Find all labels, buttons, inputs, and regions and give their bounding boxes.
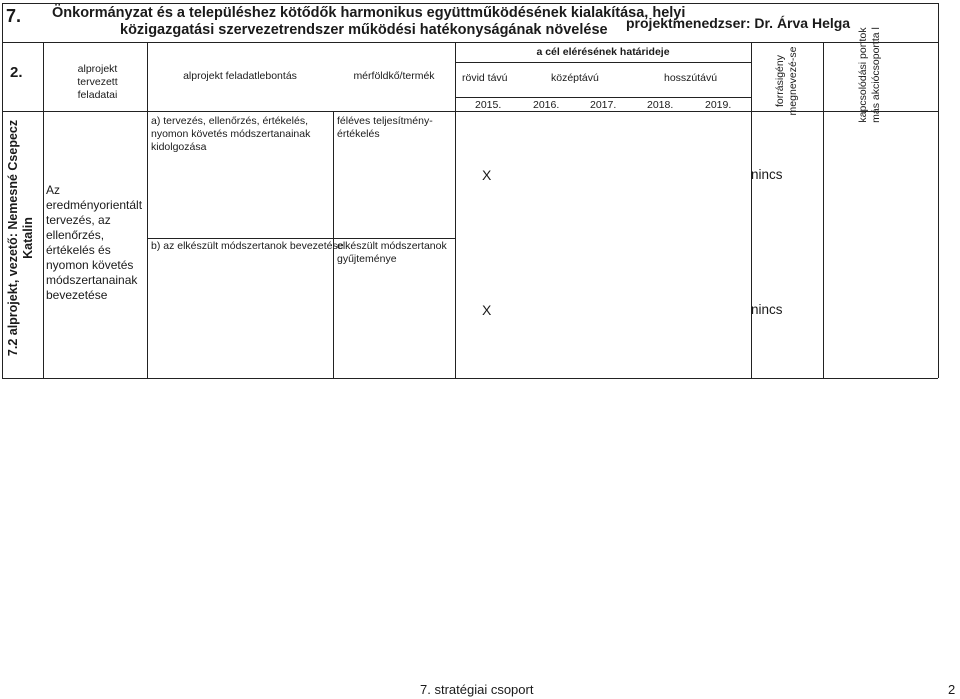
border-bottom [2,378,938,379]
deadline-title: a cél elérésének határideje [536,46,670,58]
border-right [938,3,939,378]
year-2015: 2015. [475,99,502,111]
breakdown-header: alprojekt feladatlebontás [183,70,297,82]
deadline-title-divider [455,62,751,63]
year-divider [455,97,751,98]
row-b-mark: X [482,302,492,318]
planned-task-text: Az eredményorientált tervezés, az ellenőrzés, értékelés és nyomon követés módszertanainak bevezetése [46,183,143,302]
border-left [2,3,3,378]
project-manager: projektmenedzser: Dr. Árva Helga [626,15,851,31]
mid-term-label: középtávú [551,72,599,84]
page-title-line-1: Önkormányzat és a településhez kötődők harmonikus együttműködésének kialakítása, helyi [52,5,686,21]
row-a-task: a) tervezés, ellenőrzés, értékelés, nyomon követés módszertanainak kidolgozása [151,115,311,153]
planned-tasks-header: alprojekt tervezett feladatai [77,63,118,101]
border-top [2,3,938,4]
year-2016: 2016. [533,99,560,111]
row-divider [147,238,456,239]
row-a-milestone: féléves teljesítmény-értékelés [337,115,433,140]
year-2018: 2018. [647,99,674,111]
col-divider-4 [455,42,456,378]
footer-group: 7. stratégiai csoport [420,682,534,697]
section-number: 7. [6,6,22,26]
col-divider-1 [43,42,44,378]
milestone-header: mérföldkő/termék [353,70,435,82]
footer-page-number: 2 [948,682,956,697]
row-a-resource: nincs [751,167,783,182]
year-2019: 2019. [705,99,732,111]
connections-header: kapcsolódási pontok más akciócsoportta l [857,27,882,123]
row-b-task: b) az elkészült módszertanok bevezetése [151,240,344,252]
long-term-label: hosszútávú [664,72,718,84]
row-number: 2. [10,64,23,81]
col-divider-2 [147,42,148,378]
resources-header: forrásigény megnevezé-se [774,46,799,116]
row-b-milestone: elkészült módszertanok gyűjteménye [337,240,447,265]
col-divider-6 [823,42,824,378]
row-b-resource: nincs [751,302,783,317]
page-title-line-2: közigazgatási szervezetrendszer működési hatékonyságának növelése [120,22,608,38]
year-2017: 2017. [590,99,617,111]
short-term-label: rövid távú [462,72,508,84]
subproject-label: 7.2 alprojekt, vezető: Nemesné Csepecz Katalin [6,119,35,357]
row-a-mark: X [482,167,492,183]
col-divider-5 [751,42,752,378]
